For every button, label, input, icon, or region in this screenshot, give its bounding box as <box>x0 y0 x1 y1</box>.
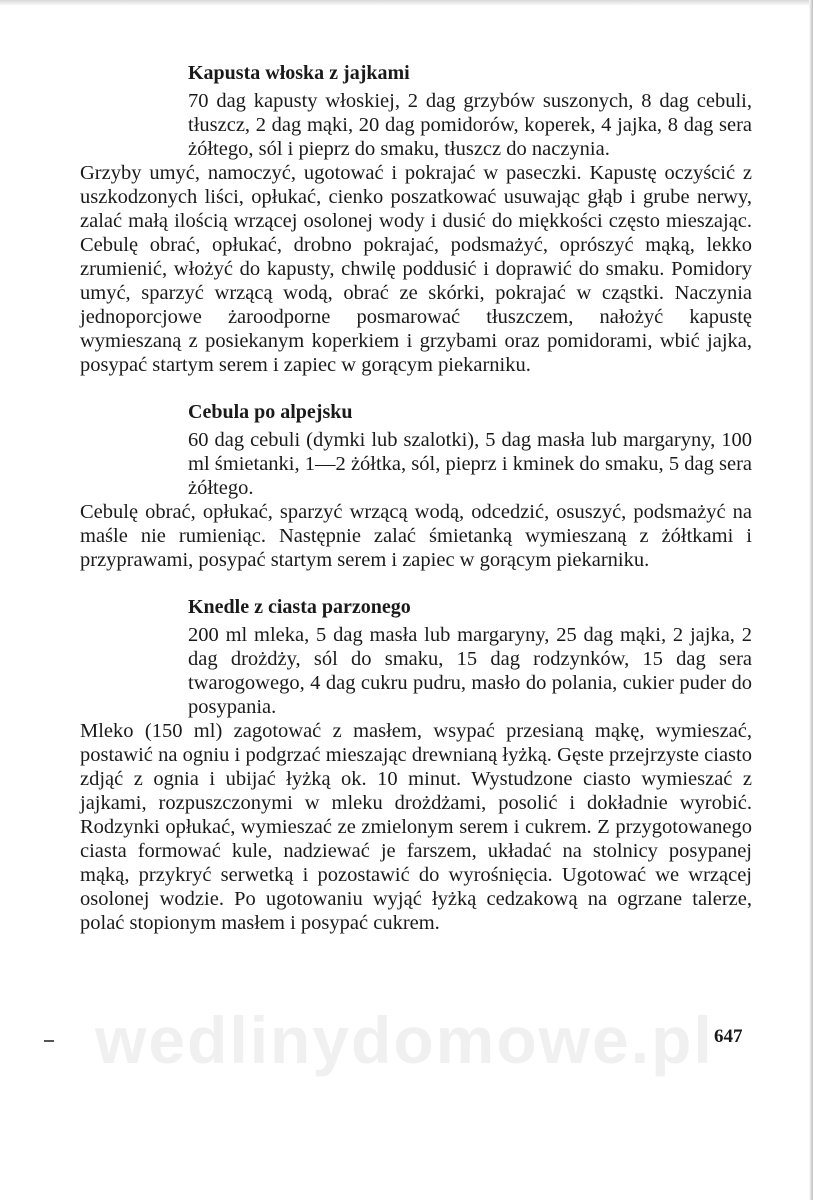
recipe-title: Cebula po alpejsku <box>188 401 353 423</box>
recipe-method: Mleko (150 ml) zagotować z masłem, wsypać przesianą mąkę, wymieszać, postawić na ogniu i podgrzać mieszając drewnianą łyżką. Gęste przejrzyste ciasto zdjąć z ognia i ubijać łyżką ok. 10 minut. Wystudzone ciasto wymieszać z jajkami, rozpuszczonymi w mleku drożdżami, posolić i dokładnie wyrobić. Rodzynki opłukać, wymieszać ze zmielonym serem i cukrem. Z przygotowanego ciasta formować kule, nadziewać je farszem, układać na stolnicy posypanej mąką, przykryć serwetką i pozostawić do wyrośnięcia. Ugotować we wrzącej osolonej wodzie. Po ugotowaniu wyjąć łyżką cedzakową na ogrzane talerze, polać stopionym masłem i posypać cukrem. <box>80 720 752 934</box>
recipe-ingredients: 60 dag cebuli (dymki lub szalotki), 5 dag masła lub margaryny, 100 ml śmietanki, 1—2 żółtka, sól, pieprz i kminek do smaku, 5 dag sera żółtego. <box>188 429 752 499</box>
recipe-ingredients: 200 ml mleka, 5 dag masła lub margaryny, 25 dag mąki, 2 jajka, 2 dag drożdży, sól do smaku, 15 dag rodzynków, 15 dag sera twarogowego, 4 dag cukru pudru, masło do polania, cukier puder do posypania. <box>188 624 752 718</box>
scan-edge-top <box>0 0 813 6</box>
recipe-title: Kapusta włoska z jajkami <box>188 62 410 84</box>
recipe-ingredients: 70 dag kapusty włoskiej, 2 dag grzybów suszonych, 8 dag cebuli, tłuszcz, 2 dag mąki, 20 dag pomidorów, koperek, 4 jajka, 8 dag sera żółtego, sól i pieprz do smaku, tłuszcz do naczynia. <box>188 90 752 160</box>
recipe-title: Knedle z ciasta parzonego <box>188 596 411 618</box>
recipe-kapusta-wloska <box>80 60 752 377</box>
recipe-cebula-po-alpejsku <box>80 399 752 572</box>
book-page <box>80 60 752 957</box>
scan-edge-right <box>809 0 813 1200</box>
recipe-knedle <box>80 594 752 935</box>
page-number: 647 <box>714 1026 743 1047</box>
margin-mark <box>44 1040 54 1042</box>
watermark: wedlinydomowe.pl <box>95 1003 714 1077</box>
recipe-method: Cebulę obrać, opłukać, sparzyć wrzącą wodą, odcedzić, osuszyć, podsmażyć na maśle nie rumieniąc. Następnie zalać śmietanką wymieszaną z żółtkami i przyprawami, posypać startym serem i zapiec w gorącym piekarniku. <box>80 501 752 571</box>
recipe-method: Grzyby umyć, namoczyć, ugotować i pokrajać w paseczki. Kapustę oczyścić z uszkodzonych liści, opłukać, cienko poszatkować usuwając głąb i grube nerwy, zalać małą ilością wrzącej osolonej wody i dusić do miękkości często mieszając. Cebulę obrać, opłukać, drobno pokrajać, podsmażyć, oprószyć mąką, lekko zrumienić, włożyć do kapusty, chwilę poddusić i doprawić do smaku. Pomidory umyć, sparzyć wrzącą wodą, obrać ze skórki, pokrajać w cząstki. Naczynia jednoporcjowe żaroodporne posmarować tłuszczem, nałożyć kapustę wymieszaną z posiekanym koperkiem i grzybami oraz pomidorami, wbić jajka, posypać startym serem i zapiec w gorącym piekarniku. <box>80 162 752 376</box>
